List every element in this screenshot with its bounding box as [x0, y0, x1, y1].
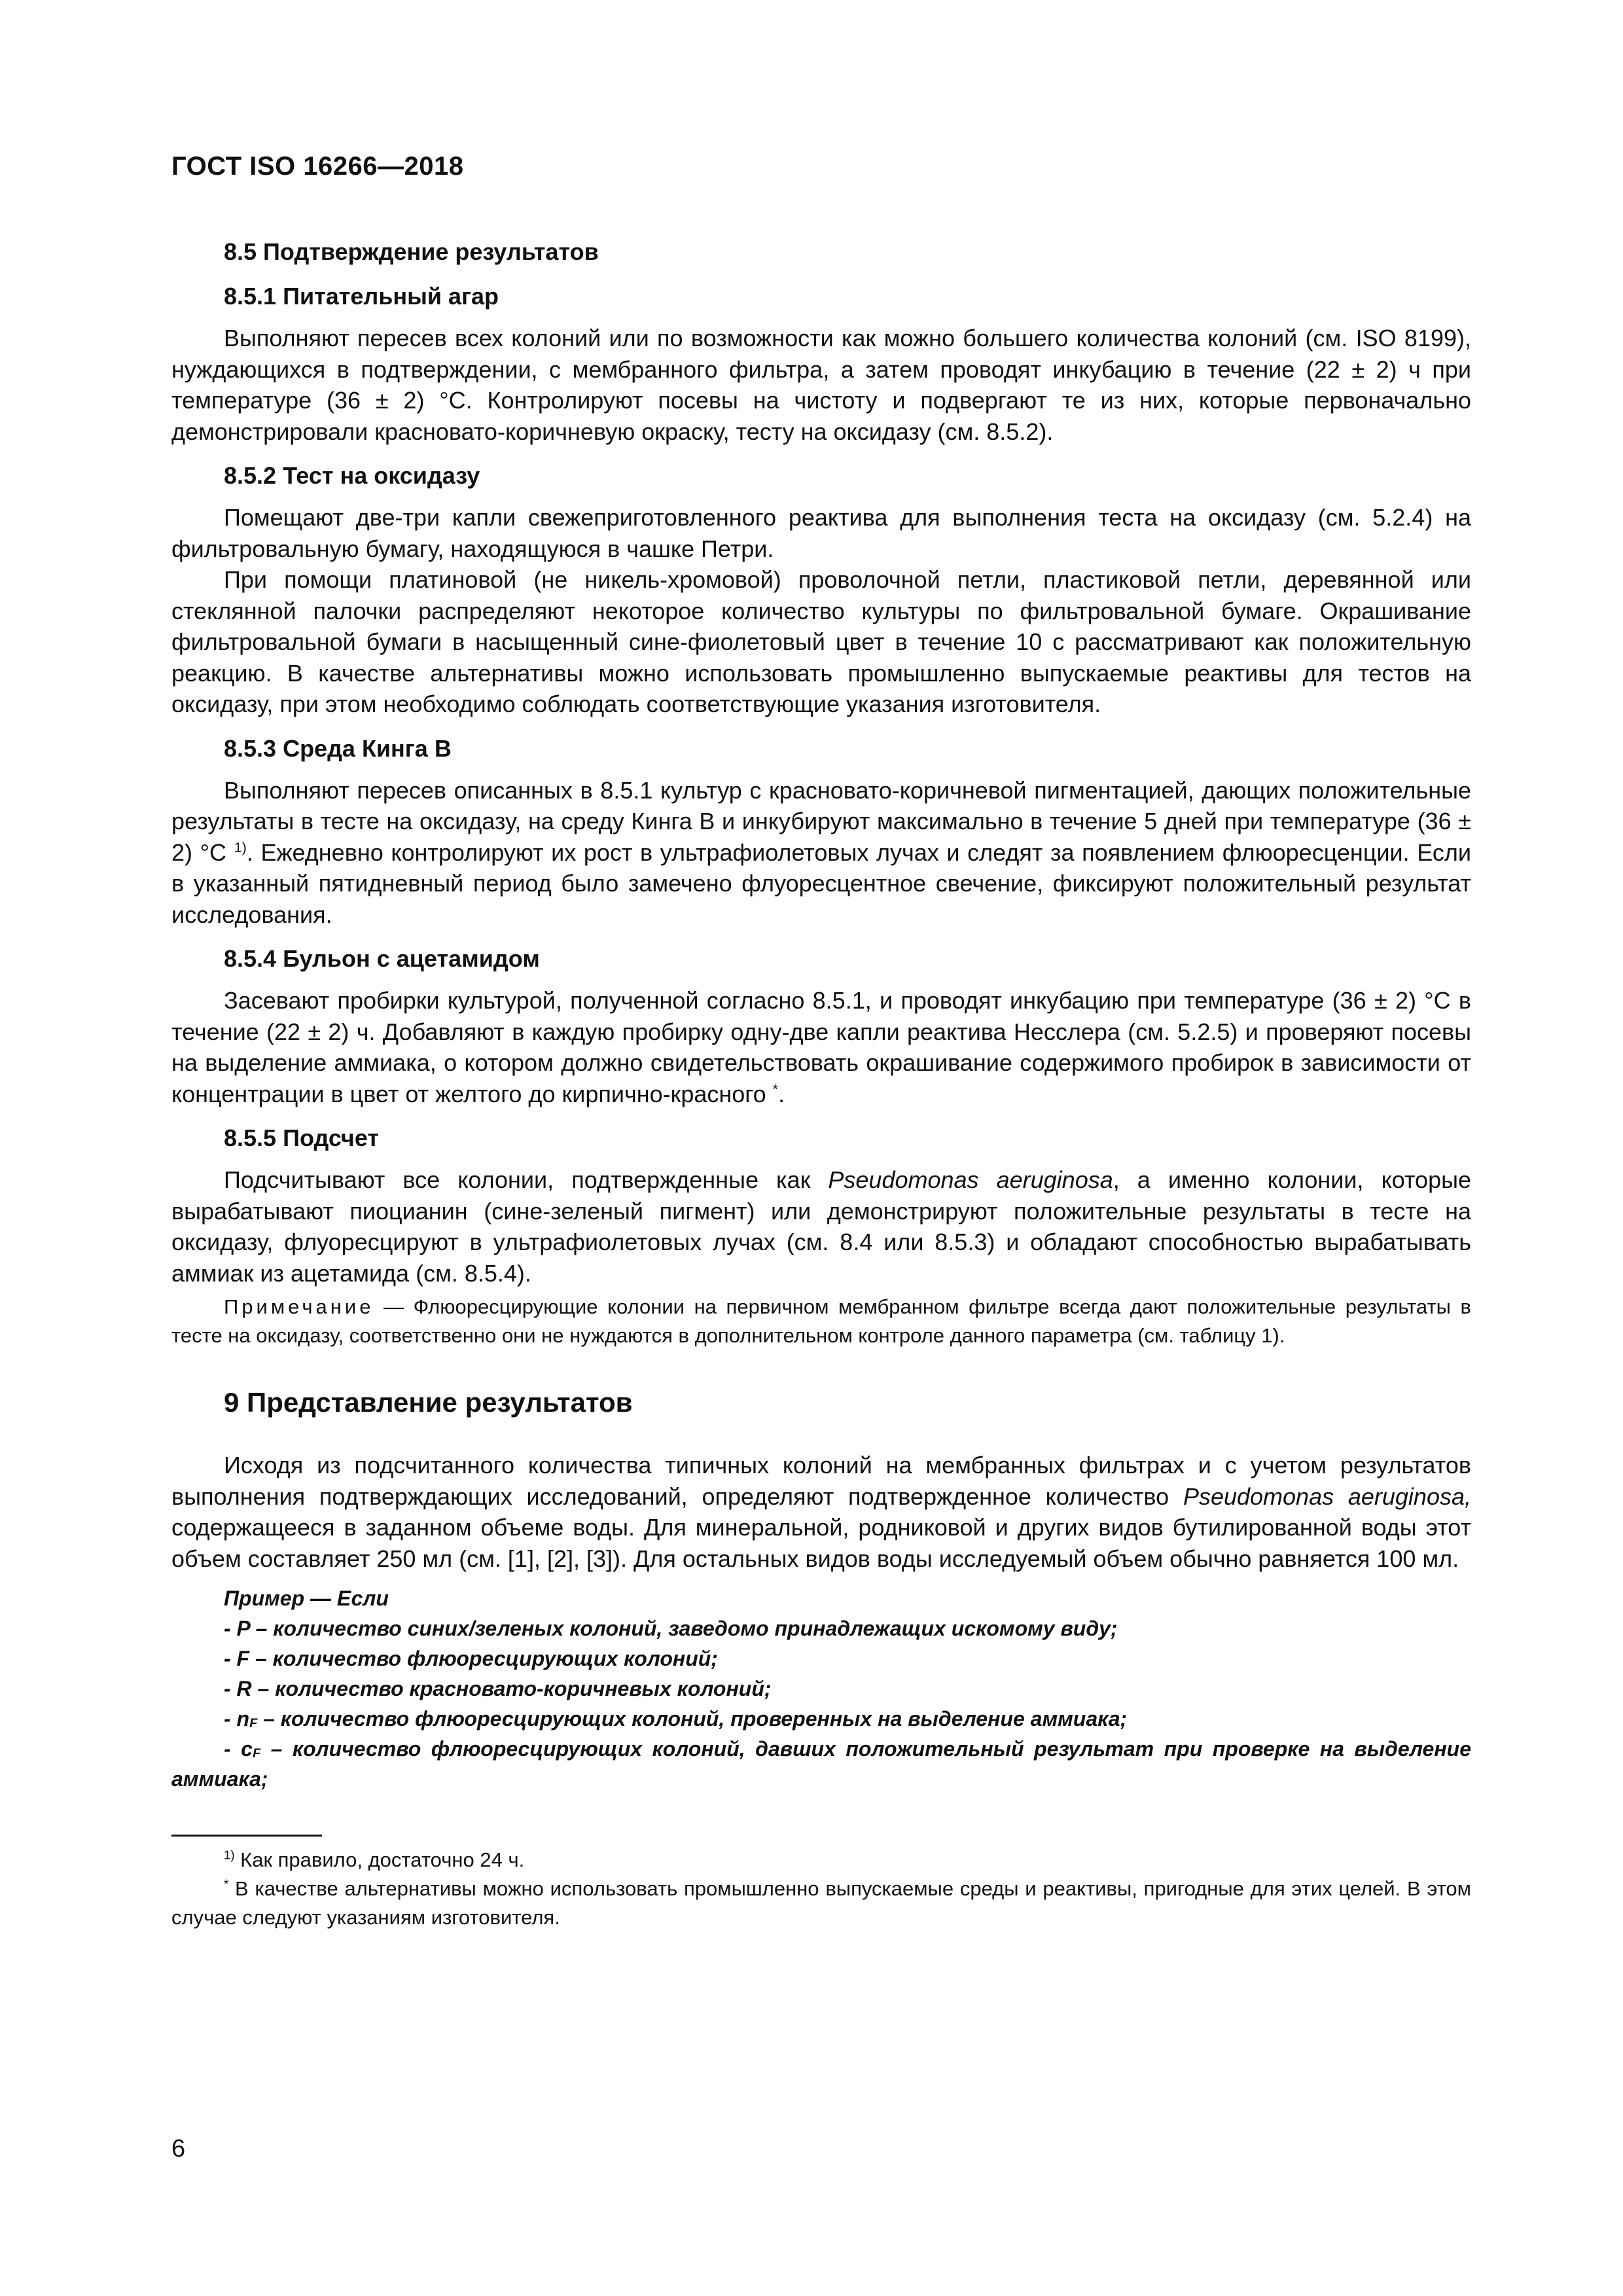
page-number: 6 — [171, 2135, 186, 2162]
section-8-5-5-paragraph — [171, 1164, 1471, 1289]
footnote-1-text: Как правило, достаточно 24 ч. — [234, 1848, 525, 1871]
example-item-cf — [171, 1734, 1471, 1794]
example-item-nf-post: – количество флюоресцирующих колоний, проверенных на выделение аммиака; — [257, 1707, 1128, 1731]
footnote-1-mark: 1) — [224, 1848, 235, 1862]
section-8-5-4-heading: 8.5.4 Бульон с ацетамидом — [224, 945, 540, 972]
section-8-5-1-paragraph: Выполняют пересев всех колоний или по возможности как можно большего количества колоний (см. ISO 8199), нуждающихся в подтверждении, с мембранного фильтра, а затем проводят инкубацию в течение (22 ± 2) ч при температуре (36 ± 2) °С. Контролируют посевы на чистоту и подвергают те из них, которые первоначально демонстрировали красновато-коричневую окраску, тесту на оксидазу (см. 8.5.2). — [171, 325, 1471, 445]
example-item-f: - F – количество флюоресцирующих колоний; — [224, 1647, 718, 1670]
footnote-1 — [171, 1846, 1471, 1874]
section-8-5-3-text-a: Выполняют пересев описанных в 8.5.1 культур с красновато-коричневой пигментацией, дающих положительные результаты в тесте на оксидазу, на среду Кинга В и инкубируют максимально в течение 5 дней при температуре (36 ± 2) °С — [171, 776, 1471, 866]
example-item-cf-pre: - c — [224, 1737, 253, 1761]
document-header: ГОСТ ISO 16266—2018 — [171, 152, 464, 181]
example-lead: Пример — Если — [224, 1587, 389, 1610]
section-8-5-1-heading: 8.5.1 Питательный агар — [224, 283, 499, 310]
section-9-text-a: Исходя из подсчитанного количества типичных колоний на мембранных фильтрах и с учетом результатов выполнения подтверждающих исследований, определяют подтвержденное количество — [171, 1452, 1471, 1510]
section-8-5-4-text-b: . — [778, 1080, 785, 1107]
section-8-5-2-paragraph-1: Помещают две-три капли свежеприготовленного реактива для выполнения теста на оксидазу (см. 5.2.4) на фильтровальную бумагу, находящуюся в чашке Петри. — [171, 504, 1471, 562]
section-8-5-3-heading: 8.5.3 Среда Кинга В — [224, 734, 452, 762]
section-8-5-heading: 8.5 Подтверждение результатов — [224, 238, 599, 265]
footnote-star — [171, 1874, 1471, 1932]
note-label: Примечание — [224, 1295, 374, 1318]
footnote-star-text: В качестве альтернативы можно использовать промышленно выпускаемые среды и реактивы, пригодные для этих целей. В этом случае следуют указаниям изготовителя. — [171, 1877, 1471, 1929]
example-item-nf-sub: F — [249, 1716, 258, 1731]
section-8-5-4-paragraph — [171, 985, 1471, 1109]
species-name: Pseudomonas aeruginosa — [828, 1166, 1113, 1193]
section-8-5-4-text-a: Засевают пробирки культурой, полученной согласно 8.5.1, и проводят инкубацию при температуре (36 ± 2) °С в течение (22 ± 2) ч. Добавляют в каждую пробирку одну-две капли реактива Несслера (см. 5.2.5) и проверяют посевы на выделение аммиака, о котором должно свидетельствовать окрашивание содержимого пробирок в зависимости от концентрации в цвет от желтого до кирпично-красного — [171, 987, 1471, 1107]
section-8-5-3-paragraph — [171, 775, 1471, 931]
section-9-paragraph — [171, 1450, 1471, 1574]
note-text: — Флюоресцирующие колонии на первичном мембранном фильтре всегда дают положительные результаты в тесте на оксидазу, соответственно они не нуждаются в дополнительном контроле данного параметра (см. таблицу 1). — [171, 1295, 1471, 1347]
species-name: Pseudomonas aeruginosa, — [1183, 1482, 1471, 1510]
example-item-p: - P – количество синих/зеленых колоний, заведомо принадлежащих искомому виду; — [224, 1617, 1118, 1640]
example-item-cf-sub: F — [252, 1746, 261, 1761]
footnote-ref-1: 1) — [234, 838, 247, 855]
section-8-5-5-text-b: , а именно колонии, которые вырабатывают пиоцианин (сине-зеленый пигмент) или демонстрируют положительные результаты в тесте на оксидазу, флуоресцируют в ультрафиолетовых лучах (см. 8.4 или 8.5.3) и обладают способностью вырабатывать аммиак из ацетамида (см. 8.5.4). — [171, 1166, 1471, 1287]
section-8-5-2-heading: 8.5.2 Тест на оксидазу — [224, 462, 480, 489]
section-8-5-2-paragraph-2: При помощи платиновой (не никель-хромовой) проволочной петли, пластиковой петли, деревянной или стеклянной палочки распределяют некоторое количество культуры по фильтровальной бумаге. Окрашивание фильтровальной бумаги в насыщенный сине-фиолетовый цвет в течение 10 с рассматривают как положительную реакцию. В качестве альтернативы можно использовать промышленно выпускаемые реактивы для тестов на оксидазу, при этом необходимо соблюдать соответствующие указания изготовителя. — [171, 566, 1471, 717]
note-paragraph — [171, 1293, 1471, 1350]
section-9-text-b: содержащееся в заданном объеме воды. Для минеральной, родниковой и других видов бутилированной воды этот объем составляет 250 мл (см. [1], [2], [3]). Для остальных видов воды исследуемый объем обычно равняется 100 мл. — [171, 1514, 1471, 1572]
footnote-divider — [171, 1835, 322, 1837]
section-8-5-3-text-b: . Ежедневно контролируют их рост в ультрафиолетовых лучах и следят за появлением флюоресценции. Если в указанный пятидневный период было замечено флуоресцентное свечение, фиксируют положительный результат исследования. — [171, 838, 1471, 928]
example-block — [171, 1583, 1471, 1794]
section-9-heading: 9 Представление результатов — [224, 1387, 633, 1418]
example-item-cf-post: – количество флюоресцирующих колоний, давших положительный результат при проверке на выделение аммиака; — [171, 1737, 1472, 1791]
footnote-ref-star: * — [772, 1080, 779, 1097]
section-8-5-5-heading: 8.5.5 Подсчет — [224, 1124, 380, 1151]
example-item-r: - R – количество красновато-коричневых колоний; — [224, 1677, 772, 1700]
example-item-nf — [171, 1704, 1471, 1734]
example-item-nf-pre: - n — [224, 1707, 250, 1731]
section-8-5-5-text-a: Подсчитывают все колонии, подтвержденные как — [224, 1166, 829, 1193]
footnote-star-mark: * — [224, 1876, 229, 1891]
document-page — [171, 152, 1471, 1932]
